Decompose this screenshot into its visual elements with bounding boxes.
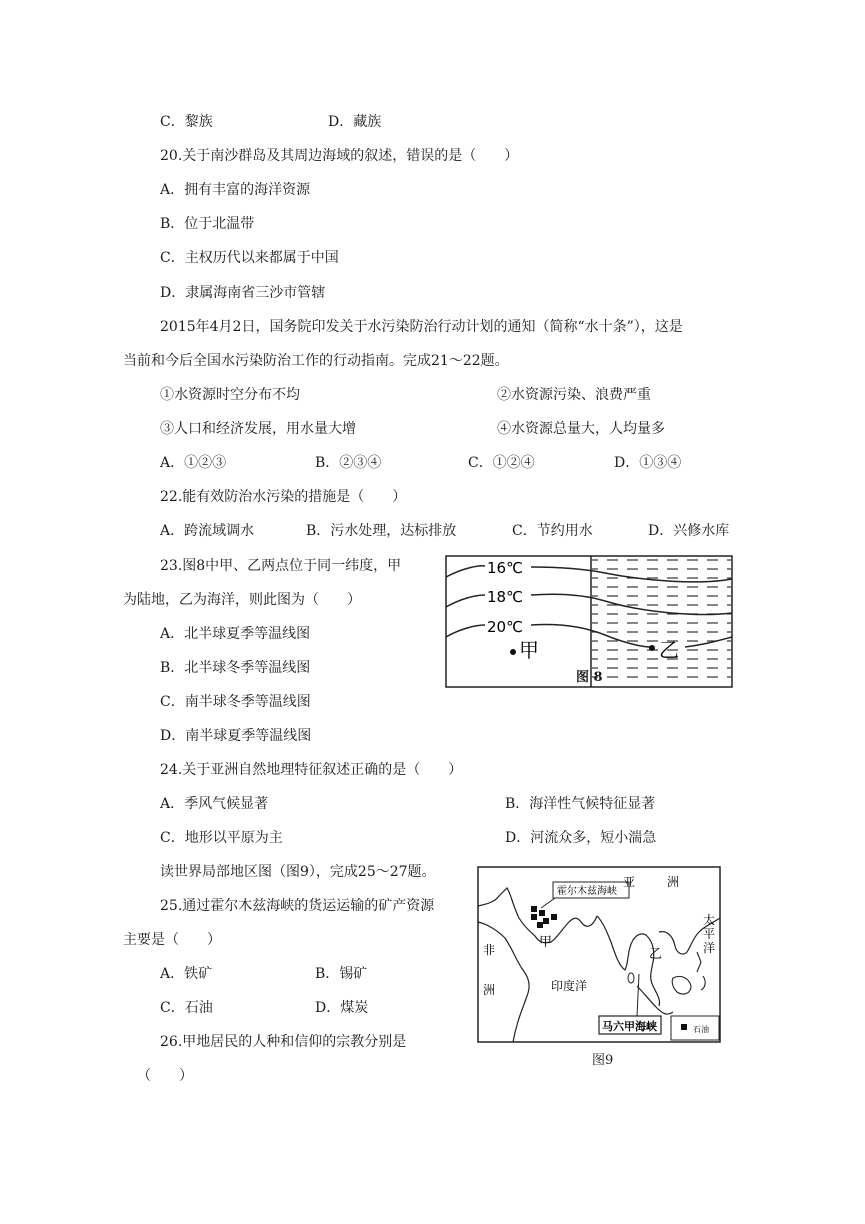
q24-stem: 24.关于亚洲自然地理特征叙述正确的是（ ） (160, 762, 463, 778)
passage-25-27: 读世界局部地区图（图9），完成25～27题。 (160, 864, 436, 880)
figure-8-caption: 图 8 (576, 670, 603, 685)
q19-option-c: C．黎族 (160, 114, 213, 130)
label-africa-2: 洲 (483, 983, 496, 997)
legend-oil-icon (681, 1024, 687, 1030)
q22-option-a: A．跨流域调水 (160, 523, 255, 539)
label-pacific-3: 洋 (703, 941, 716, 955)
malacca-label: 马六甲海峡 (602, 1020, 657, 1033)
label-asia-2: 洲 (667, 875, 680, 889)
hormuz-label: 霍尔木兹海峡 (557, 886, 617, 897)
q21-option-b: B．②③④ (315, 455, 382, 471)
figure-9-caption: 图9 (592, 1053, 614, 1068)
q22-stem: 22.能有效防治水污染的措施是（ ） (160, 489, 407, 505)
point-yi-label: 乙 (659, 638, 679, 662)
oil-icon (531, 906, 537, 912)
q23-option-c: C．南半球冬季等温线图 (160, 694, 311, 710)
label-yi: 乙 (649, 947, 663, 962)
q20-option-a: A．拥有丰富的海洋资源 (160, 182, 311, 198)
point-yi-marker (649, 645, 655, 651)
label-africa-1: 非 (483, 943, 496, 957)
oil-icon (531, 914, 537, 920)
q21-option-d: D．①③④ (614, 455, 682, 471)
q20-option-d: D．隶属海南省三沙市管辖 (160, 285, 326, 301)
label-indian-ocean: 印度洋 (551, 979, 588, 993)
q26-stem-line-1: 26.甲地居民的人种和信仰的宗教分别是 (160, 1034, 407, 1050)
q20-option-b: B．位于北温带 (160, 216, 255, 232)
q20-stem: 20.关于南沙群岛及其周边海域的叙述，错误的是（ ） (160, 148, 519, 164)
q22-option-d: D．兴修水库 (648, 523, 730, 539)
q23-option-a: A．北半球夏季等温线图 (160, 626, 311, 642)
q24-option-c: C．地形以平原为主 (160, 830, 283, 846)
q25-option-a: A．铁矿 (160, 966, 213, 982)
q21-option-a: A．①②③ (160, 455, 227, 471)
isotherm-label-16: 16℃ (487, 559, 523, 577)
passage-21-22-line-2: 当前和今后全国水污染防治工作的行动指南。完成21～22题。 (123, 353, 509, 369)
oil-icon (543, 918, 549, 924)
q25-stem-line-2: 主要是（ ） (123, 932, 221, 948)
oil-icon (537, 922, 543, 928)
q22-option-b: B．污水处理，达标排放 (306, 523, 457, 539)
oil-icon (551, 914, 557, 920)
q21-item-1: ①水资源时空分布不均 (160, 387, 300, 403)
q21-item-3: ③人口和经济发展，用水量大增 (160, 421, 356, 437)
q19-option-d: D．藏族 (328, 114, 382, 130)
q25-option-d: D．煤炭 (315, 1000, 369, 1016)
point-jia-marker (510, 649, 516, 655)
sea-hatching (592, 557, 731, 685)
q23-option-b: B．北半球冬季等温线图 (160, 660, 311, 676)
passage-21-22-line-1: 2015年4月2日，国务院印发关于水污染防治行动计划的通知（简称“水十条”），这是 (160, 319, 683, 335)
point-jia-label: 甲 (519, 638, 539, 662)
q21-option-c: C．①②④ (468, 455, 535, 471)
label-jia: 甲 (539, 935, 553, 950)
q24-option-b: B．海洋性气候特征显著 (505, 796, 656, 812)
figure-9-svg (477, 866, 721, 1043)
q23-stem-line-2: 为陆地，乙为海洋，则此图为（ ） (123, 592, 361, 608)
q24-option-a: A．季风气候显著 (160, 796, 269, 812)
q23-option-d: D．南半球夏季等温线图 (160, 728, 312, 744)
label-pacific-1: 太 (703, 913, 716, 927)
oil-icon (539, 910, 545, 916)
q25-option-b: B．锡矿 (315, 966, 368, 982)
isotherm-label-20: 20℃ (487, 618, 523, 636)
label-asia-1: 亚 (623, 875, 636, 889)
legend-oil-label: 石油 (693, 1025, 709, 1034)
q20-option-c: C．主权历代以来都属于中国 (160, 250, 339, 266)
q24-option-d: D．河流众多，短小湍急 (505, 830, 657, 846)
q25-stem-line-1: 25.通过霍尔木兹海峡的货运运输的矿产资源 (160, 898, 435, 914)
label-pacific-2: 平 (703, 927, 716, 941)
q21-item-2: ②水资源污染、浪费严重 (497, 387, 651, 403)
figure-9-map (477, 866, 721, 1043)
q26-stem-line-2: （ ） (137, 1068, 193, 1084)
q23-stem-line-1: 23.图8中甲、乙两点位于同一纬度，甲 (160, 558, 402, 574)
isotherm-label-18: 18℃ (487, 588, 523, 606)
q25-option-c: C．石油 (160, 1000, 213, 1016)
q21-item-4: ④水资源总量大，人均量多 (497, 421, 665, 437)
q22-option-c: C．节约用水 (512, 523, 593, 539)
